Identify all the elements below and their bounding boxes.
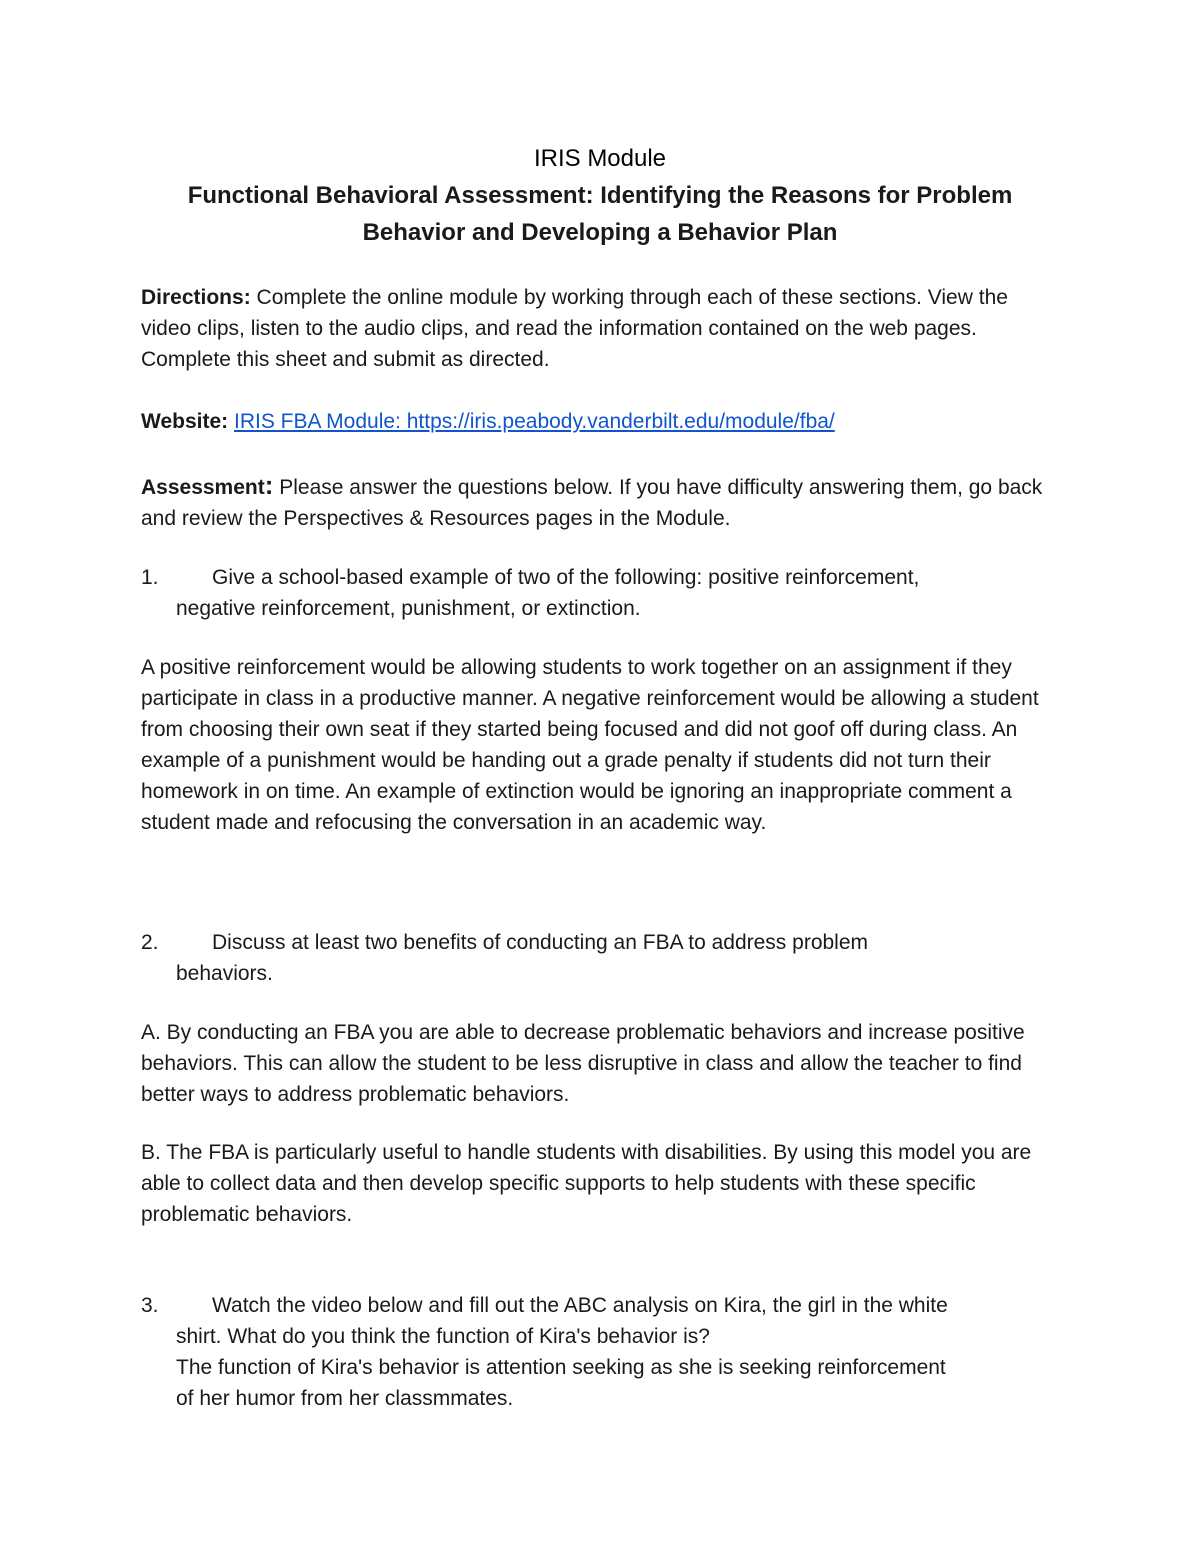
directions-label: Directions: <box>141 286 251 309</box>
question-number: 3. <box>141 1294 159 1317</box>
page-title: IRIS Module <box>533 145 667 172</box>
question-text-line-2: shirt. What do you think the function of Kira's behavior is? <box>176 1325 710 1348</box>
answer-2a: A. By conducting an FBA you are able to decrease problematic behaviors and increase positive behaviors. This can allow the student to be less disruptive in class and allow the teacher to find better ways to address problematic behaviors. <box>141 1021 1025 1106</box>
assessment-text: Please answer the questions below. If you have difficulty answering them, go back and review the Perspectives & Resources pages in the Module. <box>141 476 1043 530</box>
assessment-label: Assessment <box>141 476 265 499</box>
answer-1: A positive reinforcement would be allowing students to work together on an assignment if they participate in class in a productive manner. A negative reinforcement would be allowing a student from choosing their own seat if they started being focused and did not goof off during class. An example of a punishment would be handing out a grade penalty if students did not turn their homework in on time. An example of extinction would be ignoring an inappropriate comment a student made and refocusing the conversation in an academic way. <box>141 656 1039 834</box>
answer-2b: B. The FBA is particularly useful to handle students with disabilities. By using this model you are able to collect data and then develop specific supports to help students with these specific problematic behaviors. <box>141 1141 1032 1226</box>
question-number: 2. <box>141 931 159 954</box>
directions-paragraph <box>141 282 1061 375</box>
question-text-line-1: Give a school-based example of two of the following: positive reinforcement, <box>212 566 920 589</box>
website-link[interactable]: IRIS FBA Module: https://iris.peabody.vanderbilt.edu/module/fba/ <box>233 410 835 433</box>
answer-3-line-2: of her humor from her classmmates. <box>176 1387 514 1410</box>
question-2 <box>141 927 1061 989</box>
question-text-line-2: behaviors. <box>176 962 273 985</box>
answer-3-line-1: The function of Kira's behavior is attention seeking as she is seeking reinforcement <box>176 1356 946 1379</box>
assessment-paragraph <box>141 470 1061 534</box>
question-text-line-2: negative reinforcement, punishment, or extinction. <box>176 597 641 620</box>
title-block <box>140 140 1060 251</box>
website-label: Website: <box>141 410 229 433</box>
question-1 <box>141 562 1061 624</box>
question-text-line-1: Discuss at least two benefits of conducting an FBA to address problem <box>212 931 869 954</box>
assessment-colon: : <box>264 470 274 500</box>
page-subtitle-line-2: Behavior and Developing a Behavior Plan <box>362 219 838 246</box>
page-subtitle-line-1: Functional Behavioral Assessment: Identifying the Reasons for Problem <box>187 182 1013 209</box>
website-paragraph <box>141 406 1061 437</box>
directions-text: Complete the online module by working through each of these sections. View the video clips, listen to the audio clips, and read the information contained on the web pages. Complete this sheet and submit as directed. <box>141 286 1008 371</box>
question-text-line-1: Watch the video below and fill out the ABC analysis on Kira, the girl in the white <box>212 1294 948 1317</box>
question-number: 1. <box>141 566 159 589</box>
question-3 <box>141 1290 1061 1414</box>
